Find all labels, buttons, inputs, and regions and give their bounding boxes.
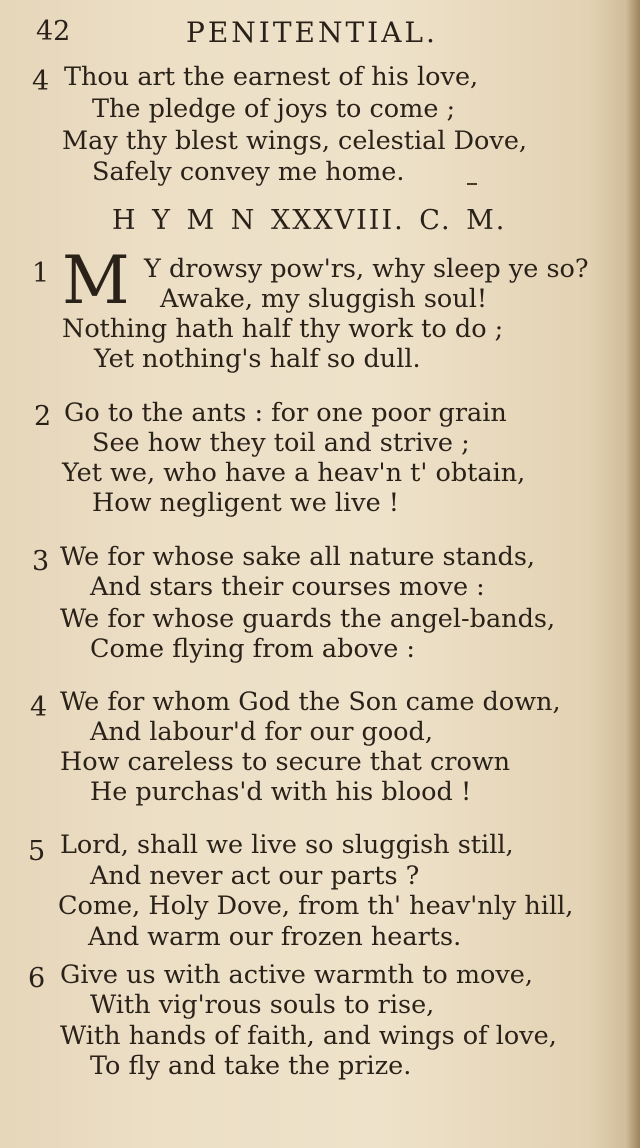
verse-line: Go to the ants : for one poor grain <box>64 398 507 428</box>
verse-line: He purchas'd with his blood ! <box>90 777 472 807</box>
verse-line: Y drowsy pow'rs, why sleep ye so? <box>144 254 589 284</box>
verse-line: May thy blest wings, celestial Dove, <box>62 126 528 156</box>
verse-line: Yet nothing's half so dull. <box>94 344 421 374</box>
page-header <box>0 14 640 48</box>
verse-number: 1 <box>32 258 50 289</box>
verse-line: Come flying from above : <box>90 634 416 664</box>
verse-line: Thou art the earnest of his love, <box>64 62 479 92</box>
verse-line: Nothing hath half thy work to do ; <box>62 314 504 344</box>
verse-number: 3 <box>32 546 50 577</box>
verse-line: Lord, shall we live so sluggish still, <box>60 830 514 860</box>
verse-line: The pledge of joys to come ; <box>92 94 456 124</box>
verse-line: To fly and take the prize. <box>90 1051 412 1081</box>
verse-line: We for whose guards the angel-bands, <box>60 604 556 634</box>
verse-line: We for whom God the Son came down, <box>60 687 561 717</box>
page-number: 42 <box>36 16 71 47</box>
running-title: PENITENTIAL. <box>186 16 438 49</box>
verse-line: With hands of faith, and wings of love, <box>60 1021 557 1051</box>
ink-mark <box>467 183 477 185</box>
verse-line: We for whose sake all nature stands, <box>60 542 536 572</box>
verse-number: 6 <box>28 963 46 994</box>
page-gutter-shadow <box>626 0 640 1148</box>
verse-line: Safely convey me home. <box>92 157 405 187</box>
verse-line: See how they toil and strive ; <box>92 428 470 458</box>
hymn-title: H Y M N XXXVIII. C. M. <box>112 205 507 236</box>
verse-line: And stars their courses move : <box>90 572 485 602</box>
verse-number: 4 <box>32 66 50 97</box>
verse-line: And warm our frozen hearts. <box>88 922 462 952</box>
verse-line: Awake, my sluggish soul! <box>160 284 488 314</box>
verse-line: Yet we, who have a heav'n t' obtain, <box>62 458 526 488</box>
verse-line: And labour'd for our good, <box>90 717 433 747</box>
verse-line: Give us with active warmth to move, <box>60 960 534 990</box>
verse-line: How careless to secure that crown <box>60 747 511 777</box>
verse-line: With vig'rous souls to rise, <box>90 990 435 1020</box>
drop-cap: M <box>62 242 130 319</box>
verse-number: 5 <box>28 836 46 867</box>
verse-number: 4 <box>30 692 48 723</box>
verse-line: Come, Holy Dove, from th' heav'nly hill, <box>58 891 574 921</box>
verse-line: How negligent we live ! <box>92 488 400 518</box>
verse-line: And never act our parts ? <box>90 861 420 891</box>
verse-number: 2 <box>34 401 52 432</box>
